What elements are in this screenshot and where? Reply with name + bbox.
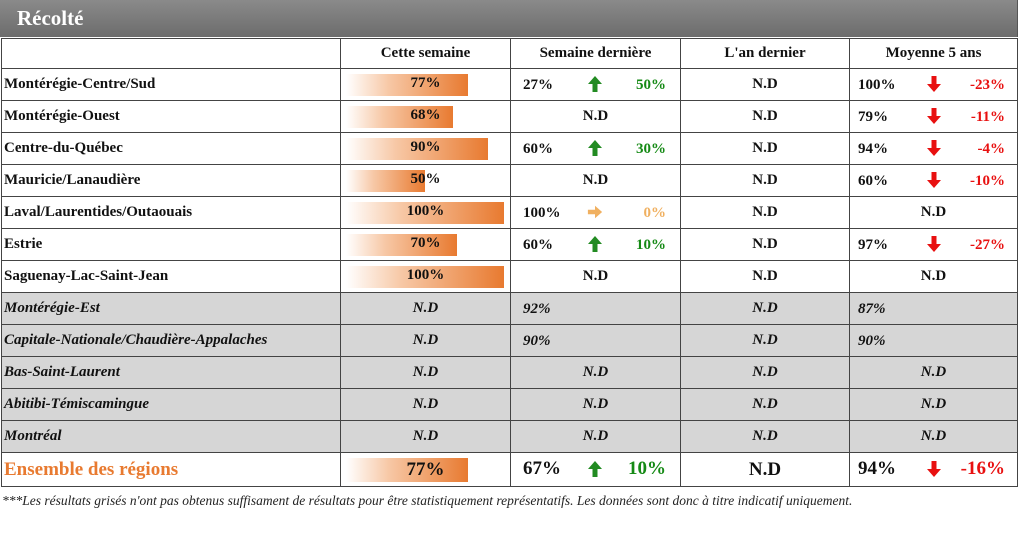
header-moyenne-5-ans: Moyenne 5 ans	[850, 39, 1018, 69]
moyenne-5-ans-value: 100%	[858, 77, 896, 93]
semaine-derniere-delta: 10%	[628, 458, 666, 479]
region-name: Montérégie-Centre/Sud	[2, 69, 341, 101]
region-name: Montérégie-Ouest	[2, 101, 341, 133]
semaine-derniere-cell: N.D	[511, 357, 681, 389]
semaine-derniere-cell: N.D	[511, 261, 681, 293]
arrow-down-icon	[926, 460, 942, 484]
arrow-up-icon	[587, 75, 603, 98]
cette-semaine-value: 77%	[410, 75, 441, 91]
table-row	[2, 261, 1018, 293]
moyenne-5-ans-value: 60%	[858, 173, 888, 189]
region-name: Estrie	[2, 229, 341, 261]
moyenne-5-ans-cell	[850, 325, 1018, 357]
semaine-derniere-cell	[511, 133, 681, 165]
moyenne-5-ans-cell: N.D	[850, 261, 1018, 293]
moyenne-5-ans-value: 97%	[858, 237, 888, 253]
cette-semaine-value: 50%	[410, 171, 441, 187]
an-dernier-cell: N.D	[681, 453, 850, 487]
table-row	[2, 293, 1018, 325]
semaine-derniere-value: 67%	[523, 458, 561, 479]
semaine-derniere-delta: 0%	[643, 205, 666, 221]
table-row	[2, 421, 1018, 453]
moyenne-5-ans-cell: N.D	[850, 421, 1018, 453]
cette-semaine-cell: N.D	[341, 421, 511, 453]
arrow-down-icon	[926, 75, 942, 98]
cette-semaine-value: 100%	[406, 203, 445, 219]
cette-semaine-cell: N.D	[341, 389, 511, 421]
region-name: Ensemble des régions	[2, 453, 341, 487]
cette-semaine-cell	[341, 453, 511, 487]
semaine-derniere-cell	[511, 197, 681, 229]
an-dernier-cell: N.D	[681, 101, 850, 133]
arrow-down-icon	[926, 107, 942, 130]
moyenne-5-ans-cell: N.D	[850, 357, 1018, 389]
region-name: Bas-Saint-Laurent	[2, 357, 341, 389]
semaine-derniere-value: 27%	[523, 77, 553, 93]
an-dernier-cell: N.D	[681, 325, 850, 357]
region-name: Centre-du-Québec	[2, 133, 341, 165]
semaine-derniere-delta: 10%	[636, 237, 666, 253]
moyenne-5-ans-cell	[850, 229, 1018, 261]
arrow-up-icon	[587, 235, 603, 258]
an-dernier-cell: N.D	[681, 229, 850, 261]
cette-semaine-cell: N.D	[341, 357, 511, 389]
semaine-derniere-cell	[511, 453, 681, 487]
an-dernier-cell: N.D	[681, 69, 850, 101]
header-row	[2, 39, 1018, 69]
cette-semaine-cell	[341, 69, 511, 101]
table-row	[2, 229, 1018, 261]
cette-semaine-value: 77%	[406, 459, 445, 480]
cette-semaine-value: 70%	[410, 235, 441, 251]
table-row	[2, 389, 1018, 421]
cette-semaine-cell	[341, 197, 511, 229]
semaine-derniere-cell	[511, 69, 681, 101]
table-row	[2, 101, 1018, 133]
cette-semaine-cell	[341, 101, 511, 133]
header-semaine-derniere: Semaine dernière	[511, 39, 681, 69]
moyenne-5-ans-value: 94%	[858, 458, 896, 479]
moyenne-5-ans-cell	[850, 165, 1018, 197]
title-bar	[0, 0, 1018, 37]
semaine-derniere-cell	[511, 293, 681, 325]
table-row	[2, 69, 1018, 101]
semaine-derniere-cell: N.D	[511, 165, 681, 197]
cette-semaine-value: 100%	[406, 267, 445, 283]
semaine-derniere-value: 60%	[523, 237, 553, 253]
header-an-dernier: L'an dernier	[681, 39, 850, 69]
moyenne-5-ans-cell: N.D	[850, 389, 1018, 421]
moyenne-5-ans-cell	[850, 453, 1018, 487]
an-dernier-cell: N.D	[681, 357, 850, 389]
semaine-derniere-delta: 30%	[636, 141, 666, 157]
moyenne-5-ans-delta: -23%	[970, 77, 1005, 93]
an-dernier-cell: N.D	[681, 165, 850, 197]
an-dernier-cell: N.D	[681, 389, 850, 421]
moyenne-5-ans-cell	[850, 133, 1018, 165]
moyenne-5-ans-delta: -10%	[970, 173, 1005, 189]
moyenne-5-ans-value: 87%	[858, 301, 886, 317]
semaine-derniere-cell	[511, 325, 681, 357]
arrow-down-icon	[926, 235, 942, 258]
header-cette-semaine: Cette semaine	[341, 39, 511, 69]
moyenne-5-ans-value: 94%	[858, 141, 888, 157]
region-name: Mauricie/Lanaudière	[2, 165, 341, 197]
moyenne-5-ans-cell	[850, 293, 1018, 325]
total-row	[2, 453, 1018, 487]
cette-semaine-cell	[341, 261, 511, 293]
moyenne-5-ans-value: 90%	[858, 333, 886, 349]
moyenne-5-ans-delta: -4%	[977, 141, 1005, 157]
region-name: Capitale-Nationale/Chaudière-Appalaches	[2, 325, 341, 357]
an-dernier-cell: N.D	[681, 197, 850, 229]
region-name: Laval/Laurentides/Outaouais	[2, 197, 341, 229]
semaine-derniere-cell: N.D	[511, 389, 681, 421]
moyenne-5-ans-delta: -16%	[960, 458, 1005, 479]
header-region	[2, 39, 341, 69]
semaine-derniere-value: 92%	[523, 301, 551, 317]
arrow-up-icon	[587, 460, 603, 484]
moyenne-5-ans-cell	[850, 101, 1018, 133]
semaine-derniere-value: 60%	[523, 141, 553, 157]
table-row	[2, 165, 1018, 197]
arrow-right-icon	[587, 203, 603, 226]
semaine-derniere-delta: 50%	[636, 77, 666, 93]
moyenne-5-ans-delta: -11%	[970, 109, 1005, 125]
arrow-down-icon	[926, 171, 942, 194]
region-name: Montérégie-Est	[2, 293, 341, 325]
semaine-derniere-value: 100%	[523, 205, 561, 221]
region-name: Montréal	[2, 421, 341, 453]
cette-semaine-cell: N.D	[341, 325, 511, 357]
an-dernier-cell: N.D	[681, 421, 850, 453]
cette-semaine-cell	[341, 133, 511, 165]
cette-semaine-cell	[341, 165, 511, 197]
cette-semaine-cell	[341, 229, 511, 261]
an-dernier-cell: N.D	[681, 261, 850, 293]
page-title: Récolté	[17, 6, 84, 30]
footnote: ***Les résultats grisés n'ont pas obtenus suffisament de résultats pour être statistiquement représentatifs. Les données sont donc à titre indicatif uniquement.	[2, 493, 853, 508]
arrow-up-icon	[587, 139, 603, 162]
an-dernier-cell: N.D	[681, 293, 850, 325]
semaine-derniere-cell: N.D	[511, 421, 681, 453]
moyenne-5-ans-cell: N.D	[850, 197, 1018, 229]
semaine-derniere-cell: N.D	[511, 101, 681, 133]
moyenne-5-ans-delta: -27%	[970, 237, 1005, 253]
table-row	[2, 357, 1018, 389]
cette-semaine-cell: N.D	[341, 293, 511, 325]
table-row	[2, 133, 1018, 165]
semaine-derniere-value: 90%	[523, 333, 551, 349]
table-row	[2, 325, 1018, 357]
region-name: Saguenay-Lac-Saint-Jean	[2, 261, 341, 293]
region-name: Abitibi-Témiscamingue	[2, 389, 341, 421]
harvest-table	[1, 38, 1018, 487]
moyenne-5-ans-value: 79%	[858, 109, 888, 125]
an-dernier-cell: N.D	[681, 133, 850, 165]
semaine-derniere-cell	[511, 229, 681, 261]
arrow-down-icon	[926, 139, 942, 162]
cette-semaine-value: 68%	[410, 107, 441, 123]
moyenne-5-ans-cell	[850, 69, 1018, 101]
cette-semaine-value: 90%	[410, 139, 441, 155]
table-row	[2, 197, 1018, 229]
